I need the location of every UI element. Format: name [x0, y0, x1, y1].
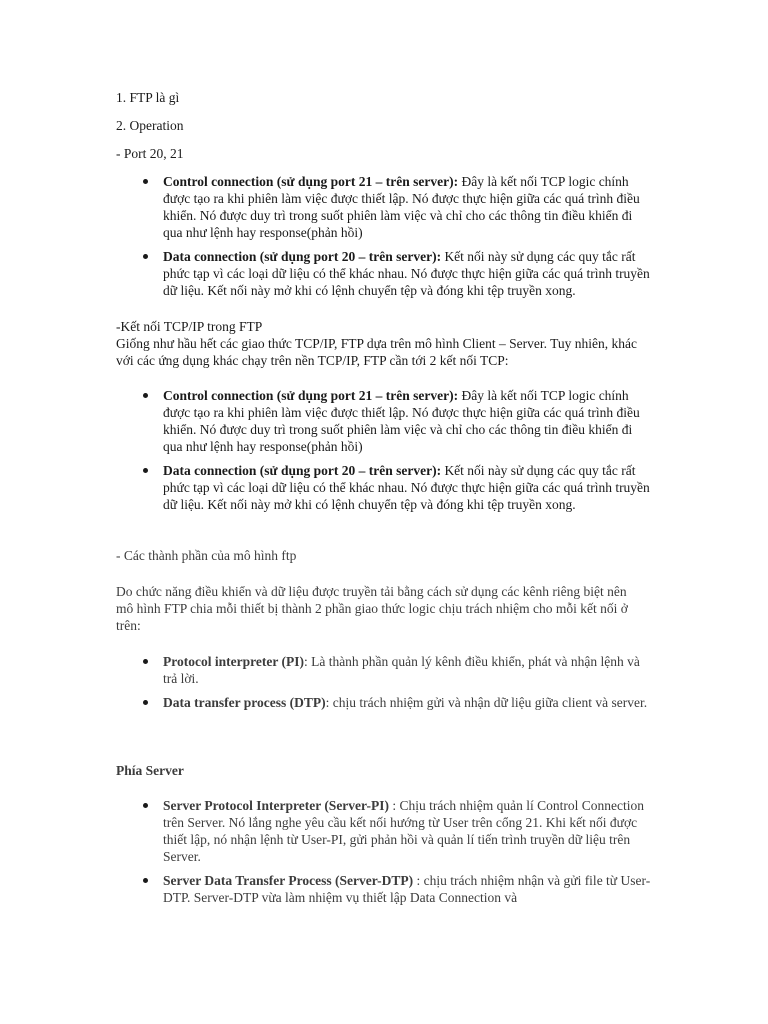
list-item: [163, 872, 653, 906]
item-text: : chịu trách nhiệm gửi và nhận dữ liệu giữa client và server.: [325, 695, 648, 710]
item-label: Control connection (sử dụng port 21 – trên server):: [163, 174, 459, 189]
item-text: Đây là kết nối TCP logic chính được tạo ra khi phiên làm việc được thiết lập. Nó được thực hiện giữa các quá trình điều khiển. Nó được duy trì trong suốt phiên làm việc và chỉ cho các thông tin điều khiển đi qua như lệnh hay response(phản hồi): [163, 174, 640, 240]
components-heading: - Các thành phần của mô hình ftp: [116, 548, 297, 563]
item-text: Kết nối này sử dụng các quy tắc rất phức tạp vì các loại dữ liệu có thể khác nhau. Nó được thực hiện giữa các quá trình truyền dữ liệu. Kết nối này mở khi có lệnh chuyển tệp và đóng khi tệp truyền xong.: [163, 463, 650, 512]
connection-list-2: [163, 387, 653, 513]
tcp-heading: -Kết nối TCP/IP trong FTP: [116, 319, 263, 334]
item-text: Đây là kết nối TCP logic chính được tạo ra khi phiên làm việc được thiết lập. Nó được thực hiện giữa các quá trình điều khiển. Nó được duy trì trong suốt phiên làm việc và chỉ cho các thông tin điều khiển đi qua như lệnh hay response(phản hồi): [163, 388, 640, 454]
list-item: [163, 653, 653, 687]
list-item: [163, 462, 653, 513]
pi-dtp-list: [163, 653, 653, 711]
item-text: Kết nối này sử dụng các quy tắc rất phức tạp vì các loại dữ liệu có thể khác nhau. Nó được thực hiện giữa các quá trình truyền dữ liệu. Kết nối này mở khi có lệnh chuyển tệp và đóng khi tệp truyền xong.: [163, 249, 650, 298]
heading-operation: 2. Operation: [116, 118, 184, 133]
item-label: Control connection (sử dụng port 21 – trên server):: [163, 388, 459, 403]
list-item: [163, 248, 653, 299]
item-label: Data transfer process (DTP): [163, 695, 326, 710]
item-label: Protocol interpreter (PI): [163, 654, 304, 669]
server-list: [163, 797, 653, 906]
item-text: : Chịu trách nhiệm quản lí Control Connection trên Server. Nó lắng nghe yêu cầu kết nối hướng từ User trên cổng 21. Khi kết nối được thiết lập, nó nhận lệnh từ User-PI, gửi phản hồi và quản lí tiến trình truyền dữ liệu trên Server.: [163, 798, 644, 864]
heading-ftp-la-gi: 1. FTP là gì: [116, 90, 180, 105]
tcp-paragraph: Giống như hầu hết các giao thức TCP/IP, FTP dựa trên mô hình Client – Server. Tuy nhiên, khác với các ứng dụng khác chạy trên nền TCP/IP, FTP cần tới 2 kết nối TCP:: [116, 336, 638, 368]
item-label: Data connection (sử dụng port 20 – trên server):: [163, 463, 442, 478]
item-text: : chịu trách nhiệm nhận và gửi file từ User-DTP. Server-DTP vừa làm nhiệm vụ thiết lập Data Connection và: [163, 873, 651, 905]
item-label: Server Protocol Interpreter (Server-PI): [163, 798, 390, 813]
connection-list-1: [163, 173, 653, 299]
item-label: Data connection (sử dụng port 20 – trên server):: [163, 249, 442, 264]
server-heading: [116, 762, 656, 779]
list-item: [163, 797, 653, 865]
components-paragraph: Do chức năng điều khiển và dữ liệu được truyền tải bằng cách sử dụng các kênh riêng biệt nên mô hình FTP chia mỗi thiết bị thành 2 phần giao thức logic chịu trách nhiệm cho mỗi kết nối ở trên:: [116, 584, 628, 633]
server-heading-text: Phía Server: [116, 763, 184, 778]
list-item: [163, 387, 653, 455]
list-item: [163, 173, 653, 241]
port-line: - Port 20, 21: [116, 146, 184, 161]
item-text: : Là thành phần quản lý kênh điều khiển, phát và nhận lệnh và trả lời.: [163, 654, 640, 686]
item-label: Server Data Transfer Process (Server-DTP): [163, 873, 414, 888]
list-item: [163, 694, 653, 711]
